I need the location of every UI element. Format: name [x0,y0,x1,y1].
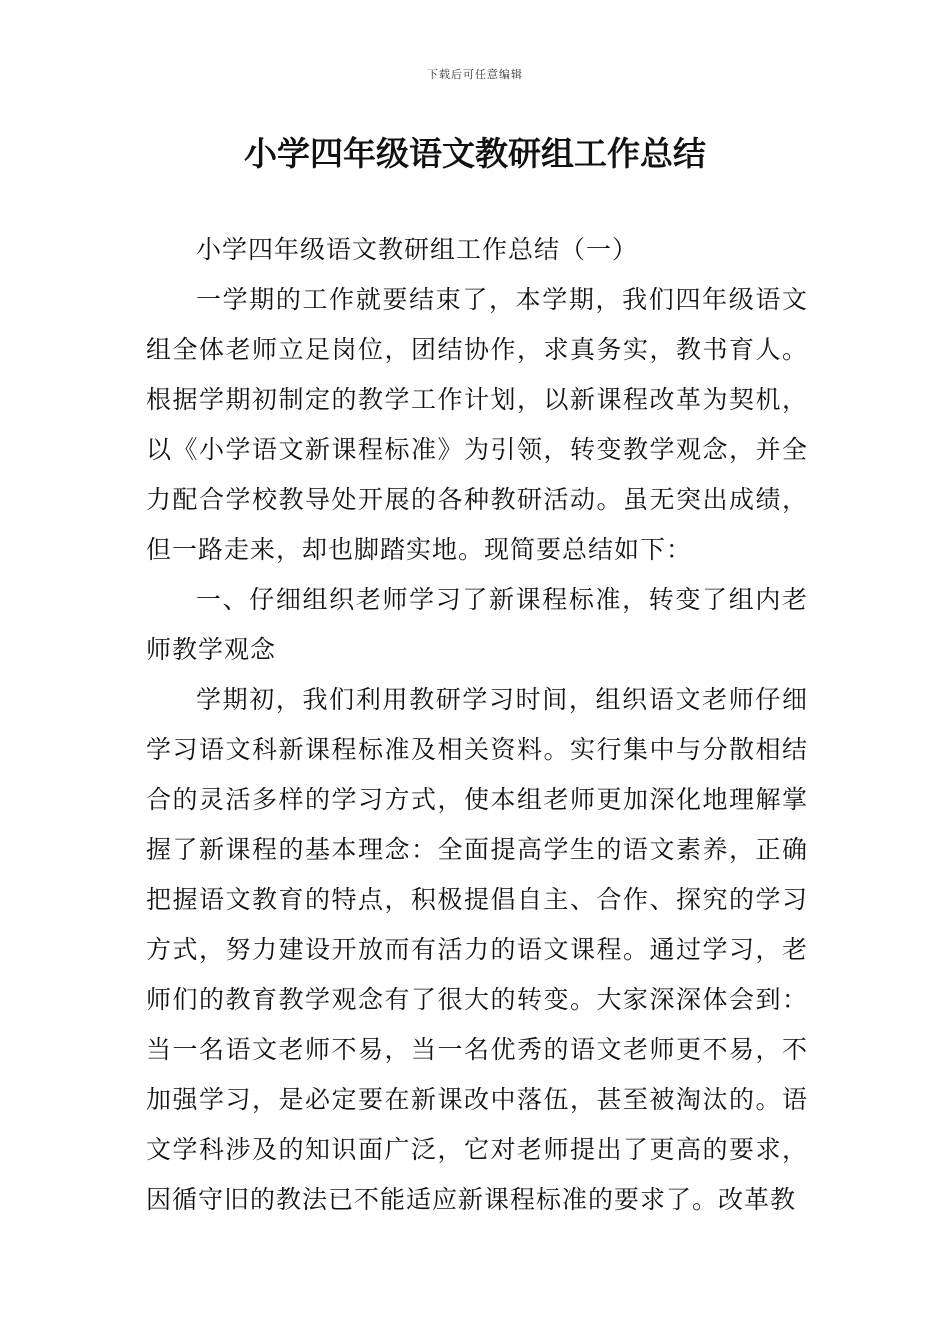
section-heading: 小学四年级语文教研组工作总结（一） [196,235,639,264]
section-one-heading: 一、仔细组织老师学习了新课程标准，转变了组内老师教学观念 [146,585,808,664]
header-note: 下载后可任意编辑 [427,68,523,81]
intro-paragraph: 一学期的工作就要结束了，本学期，我们四年级语文组全体老师立足岗位，团结协作，求真务实，教书育人。根据学期初制定的教学工作计划，以新课程改革为契机，以《小学语文新课程标准》为引领，转变教学观念，并全力配合学校教导处开展的各种教研活动。虽无突出成绩，但一路走来，却也脚踏实地。现简要总结如下： [146,285,808,564]
section-one-paragraph: 学期初，我们利用教研学习时间，组织语文老师仔细学习语文科新课程标准及相关资料。实行集中与分散相结合的灵活多样的学习方式，使本组老师更加深化地理解掌握了新课程的基本理念：全面提高学生的语文素养，正确把握语文教育的特点，积极提倡自主、合作、探究的学习方式，努力建设开放而有活力的语文课程。通过学习，老师们的教育教学观念有了很大的转变。大家深深体会到：当一名语文老师不易，当一名优秀的语文老师更不易，不加强学习，是必定要在新课改中落伍，甚至被淘汰的。语文学科涉及的知识面广泛，它对老师提出了更高的要求，因循守旧的教法已不能适应新课程标准的要求了。改革教 [146,685,808,1214]
document-body [146,225,808,1225]
document-title: 小学四年级语文教研组工作总结 [244,134,706,173]
